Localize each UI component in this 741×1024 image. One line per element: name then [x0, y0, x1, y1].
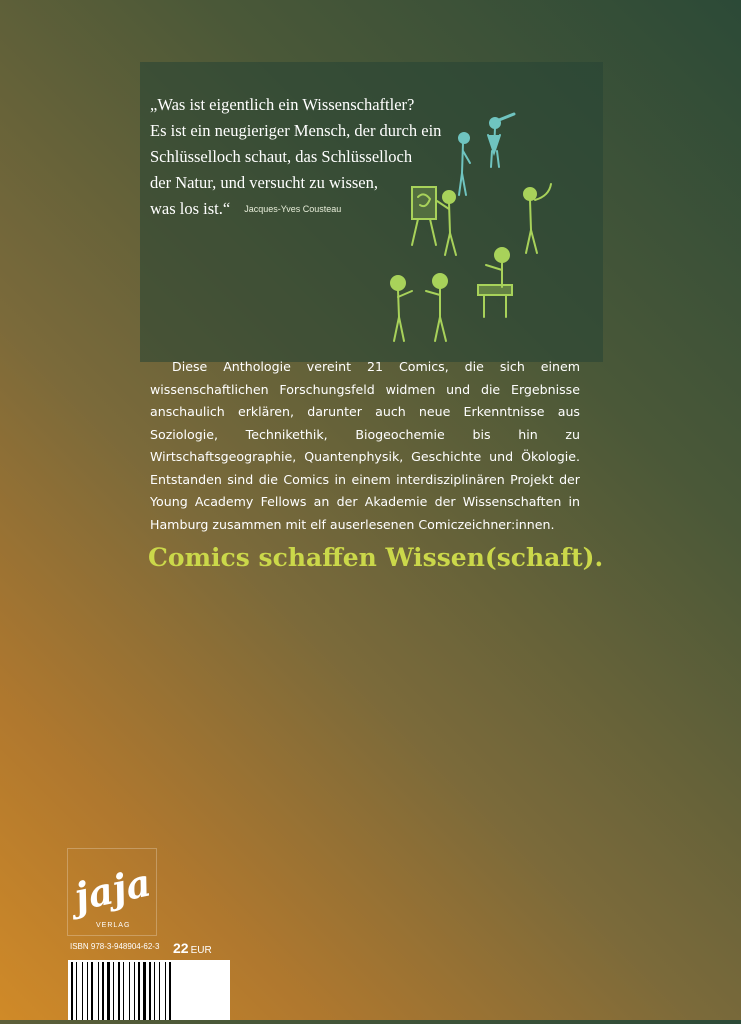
- barcode-bar: [107, 962, 110, 1020]
- barcode-bar: [154, 962, 155, 1020]
- price-currency: EUR: [190, 945, 212, 956]
- quote-line: was los ist.“: [150, 199, 231, 218]
- barcode-bar: [165, 962, 166, 1020]
- publisher-logo: [67, 848, 157, 936]
- barcode-bar: [123, 962, 124, 1020]
- quote-line: Schlüsselloch schaut, das Schlüsselloch: [150, 147, 413, 166]
- barcode-bar: [98, 962, 99, 1020]
- isbn-number: ISBN 978-3-948904-62-3: [70, 942, 160, 951]
- tagline: Comics schaffen Wissen(schaft).: [148, 543, 604, 572]
- barcode-icon: [68, 960, 230, 1020]
- barcode-bar: [143, 962, 146, 1020]
- jaja-verlag-logo-icon: [68, 849, 156, 935]
- quote-line: der Natur, und versucht zu wissen,: [150, 173, 378, 192]
- barcode: [68, 960, 230, 1020]
- publisher-logo-text: jaja: [70, 859, 155, 920]
- barcode-bar: [138, 962, 140, 1020]
- barcode-bar: [91, 962, 93, 1020]
- isbn-price-row: [70, 939, 220, 955]
- book-description: Diese Anthologie vereint 21 Comics, die sich einem wissenschaftlichen Forschungsfeld widmen und die Ergebnisse anschaulich erklären, darunter auch neue Erkenntnisse aus Soziologie, Technikethik, Biogeochemie bis hin zu Wirtschaftsgeographie, Quantenphysik, Geschichte und Ökologie. Entstanden sind die Comics in einem interdisziplinären Projekt der Young Academy Fellows an der Akademie der Wissenschaften in Hamburg zusammen mit elf auserlesenen Comiczeichner:innen.: [150, 359, 580, 532]
- barcode-bar: [113, 962, 114, 1020]
- barcode-bar: [71, 962, 73, 1020]
- comic-scientists-illustration: [360, 105, 580, 345]
- publisher-logo-subtext: VERLAG: [96, 922, 131, 929]
- barcode-bar: [149, 962, 151, 1020]
- quote-line: „Was ist eigentlich ein Wissenschaftler?: [150, 95, 415, 114]
- barcode-bar: [87, 962, 88, 1020]
- barcode-bar: [159, 962, 160, 1020]
- conversing-scientists-figure: [391, 274, 447, 341]
- barcode-bar: [129, 962, 130, 1020]
- barcode-bar: [118, 962, 120, 1020]
- barcode-bar: [134, 962, 135, 1020]
- scientist-with-telescope-figure: [488, 114, 514, 167]
- barcode-bar: [102, 962, 104, 1020]
- scientist-with-horn-figure: [524, 184, 551, 253]
- barcode-bar: [82, 962, 83, 1020]
- standing-scientist-figure: [459, 133, 470, 195]
- price-tag: [173, 938, 212, 957]
- quote-author: Jacques-Yves Cousteau: [244, 204, 342, 214]
- barcode-bar: [169, 962, 171, 1020]
- barcode-bar: [76, 962, 77, 1020]
- quote-line: Es ist ein neugieriger Mensch, der durch ein: [150, 121, 442, 140]
- presenter-at-easel-figure: [412, 187, 456, 255]
- seated-scientist-figure: [478, 248, 512, 317]
- price-amount: 22: [173, 940, 189, 956]
